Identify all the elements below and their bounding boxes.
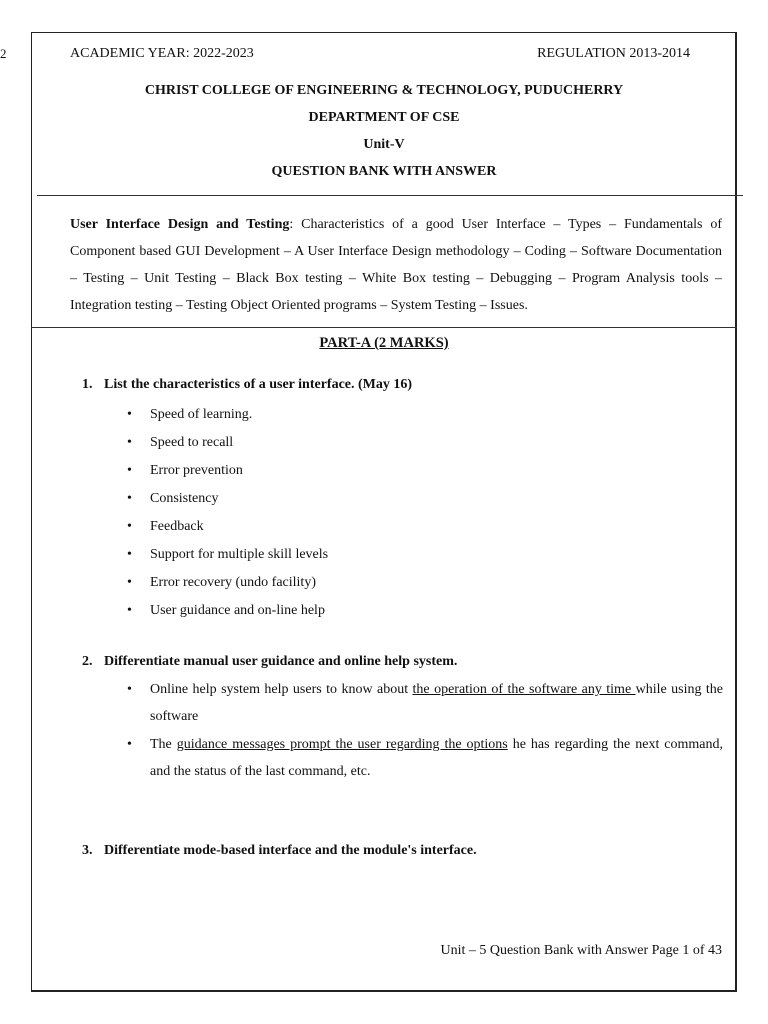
header-divider [37,195,743,196]
academic-year: ACADEMIC YEAR: 2022-2023 [70,46,254,61]
question-3 [82,843,477,859]
answer-list-2 [127,676,723,786]
question-text: Differentiate mode-based interface and the module's interface. [104,843,477,858]
list-item: • Support for multiple skill levels [127,545,328,573]
question-number: 3. [82,843,93,858]
syllabus-divider [31,327,737,328]
list-item [127,676,723,730]
syllabus-paragraph [70,211,722,319]
page-edge-number: 2 [0,46,7,61]
question-text: Differentiate manual user guidance and online help system. [104,654,458,669]
answer-text: Online help system help users to know about [150,682,413,697]
question-number: 2. [82,654,93,669]
page-footer: Unit – 5 Question Bank with Answer Page 1 of 43 [440,943,722,958]
question-text: List the characteristics of a user interface. (May 16) [104,377,413,392]
department: DEPARTMENT OF CSE [308,110,460,125]
list-item: • Consistency [127,489,328,517]
answer-text: while using the software [150,682,724,724]
part-title: PART-A (2 MARKS) [319,335,449,351]
unit-label: Unit-V [363,137,405,152]
list-item: • Speed to recall [127,433,328,461]
question-1 [82,377,412,393]
syllabus-text: : Characteristics of a good User Interface – Types – Fundamentals of Component based GUI Development – A User Interface Design methodology – Coding – Software Documentation – Testing – Unit Testing – Black Box testing – White Box testing – Debugging – Program Analysis tools – Integration testing – Testing Object Oriented programs – System Testing – Issues. [70,217,723,313]
answer-list-1 [127,405,328,629]
question-number: 1. [82,377,93,392]
list-item: • User guidance and on-line help [127,601,328,629]
college-name: CHRIST COLLEGE OF ENGINEERING & TECHNOLOGY, PUDUCHERRY [144,83,624,98]
answer-underlined-text: the operation of the software any time [412,682,636,697]
syllabus-topic: User Interface Design and Testing [70,217,290,232]
regulation: REGULATION 2013-2014 [537,46,690,61]
answer-text: he has regarding the next command, and the status of the last command, etc. [150,737,724,779]
answer-underlined-text: guidance messages prompt the user regarding the options [176,737,508,752]
question-2 [82,654,457,670]
list-item: • Feedback [127,517,328,545]
list-item [127,731,723,785]
document-title: QUESTION BANK WITH ANSWER [271,164,497,179]
list-item: • Error recovery (undo facility) [127,573,328,601]
list-item: • Error prevention [127,461,328,489]
list-item: • Speed of learning. [127,405,328,433]
answer-text: The [150,737,177,752]
